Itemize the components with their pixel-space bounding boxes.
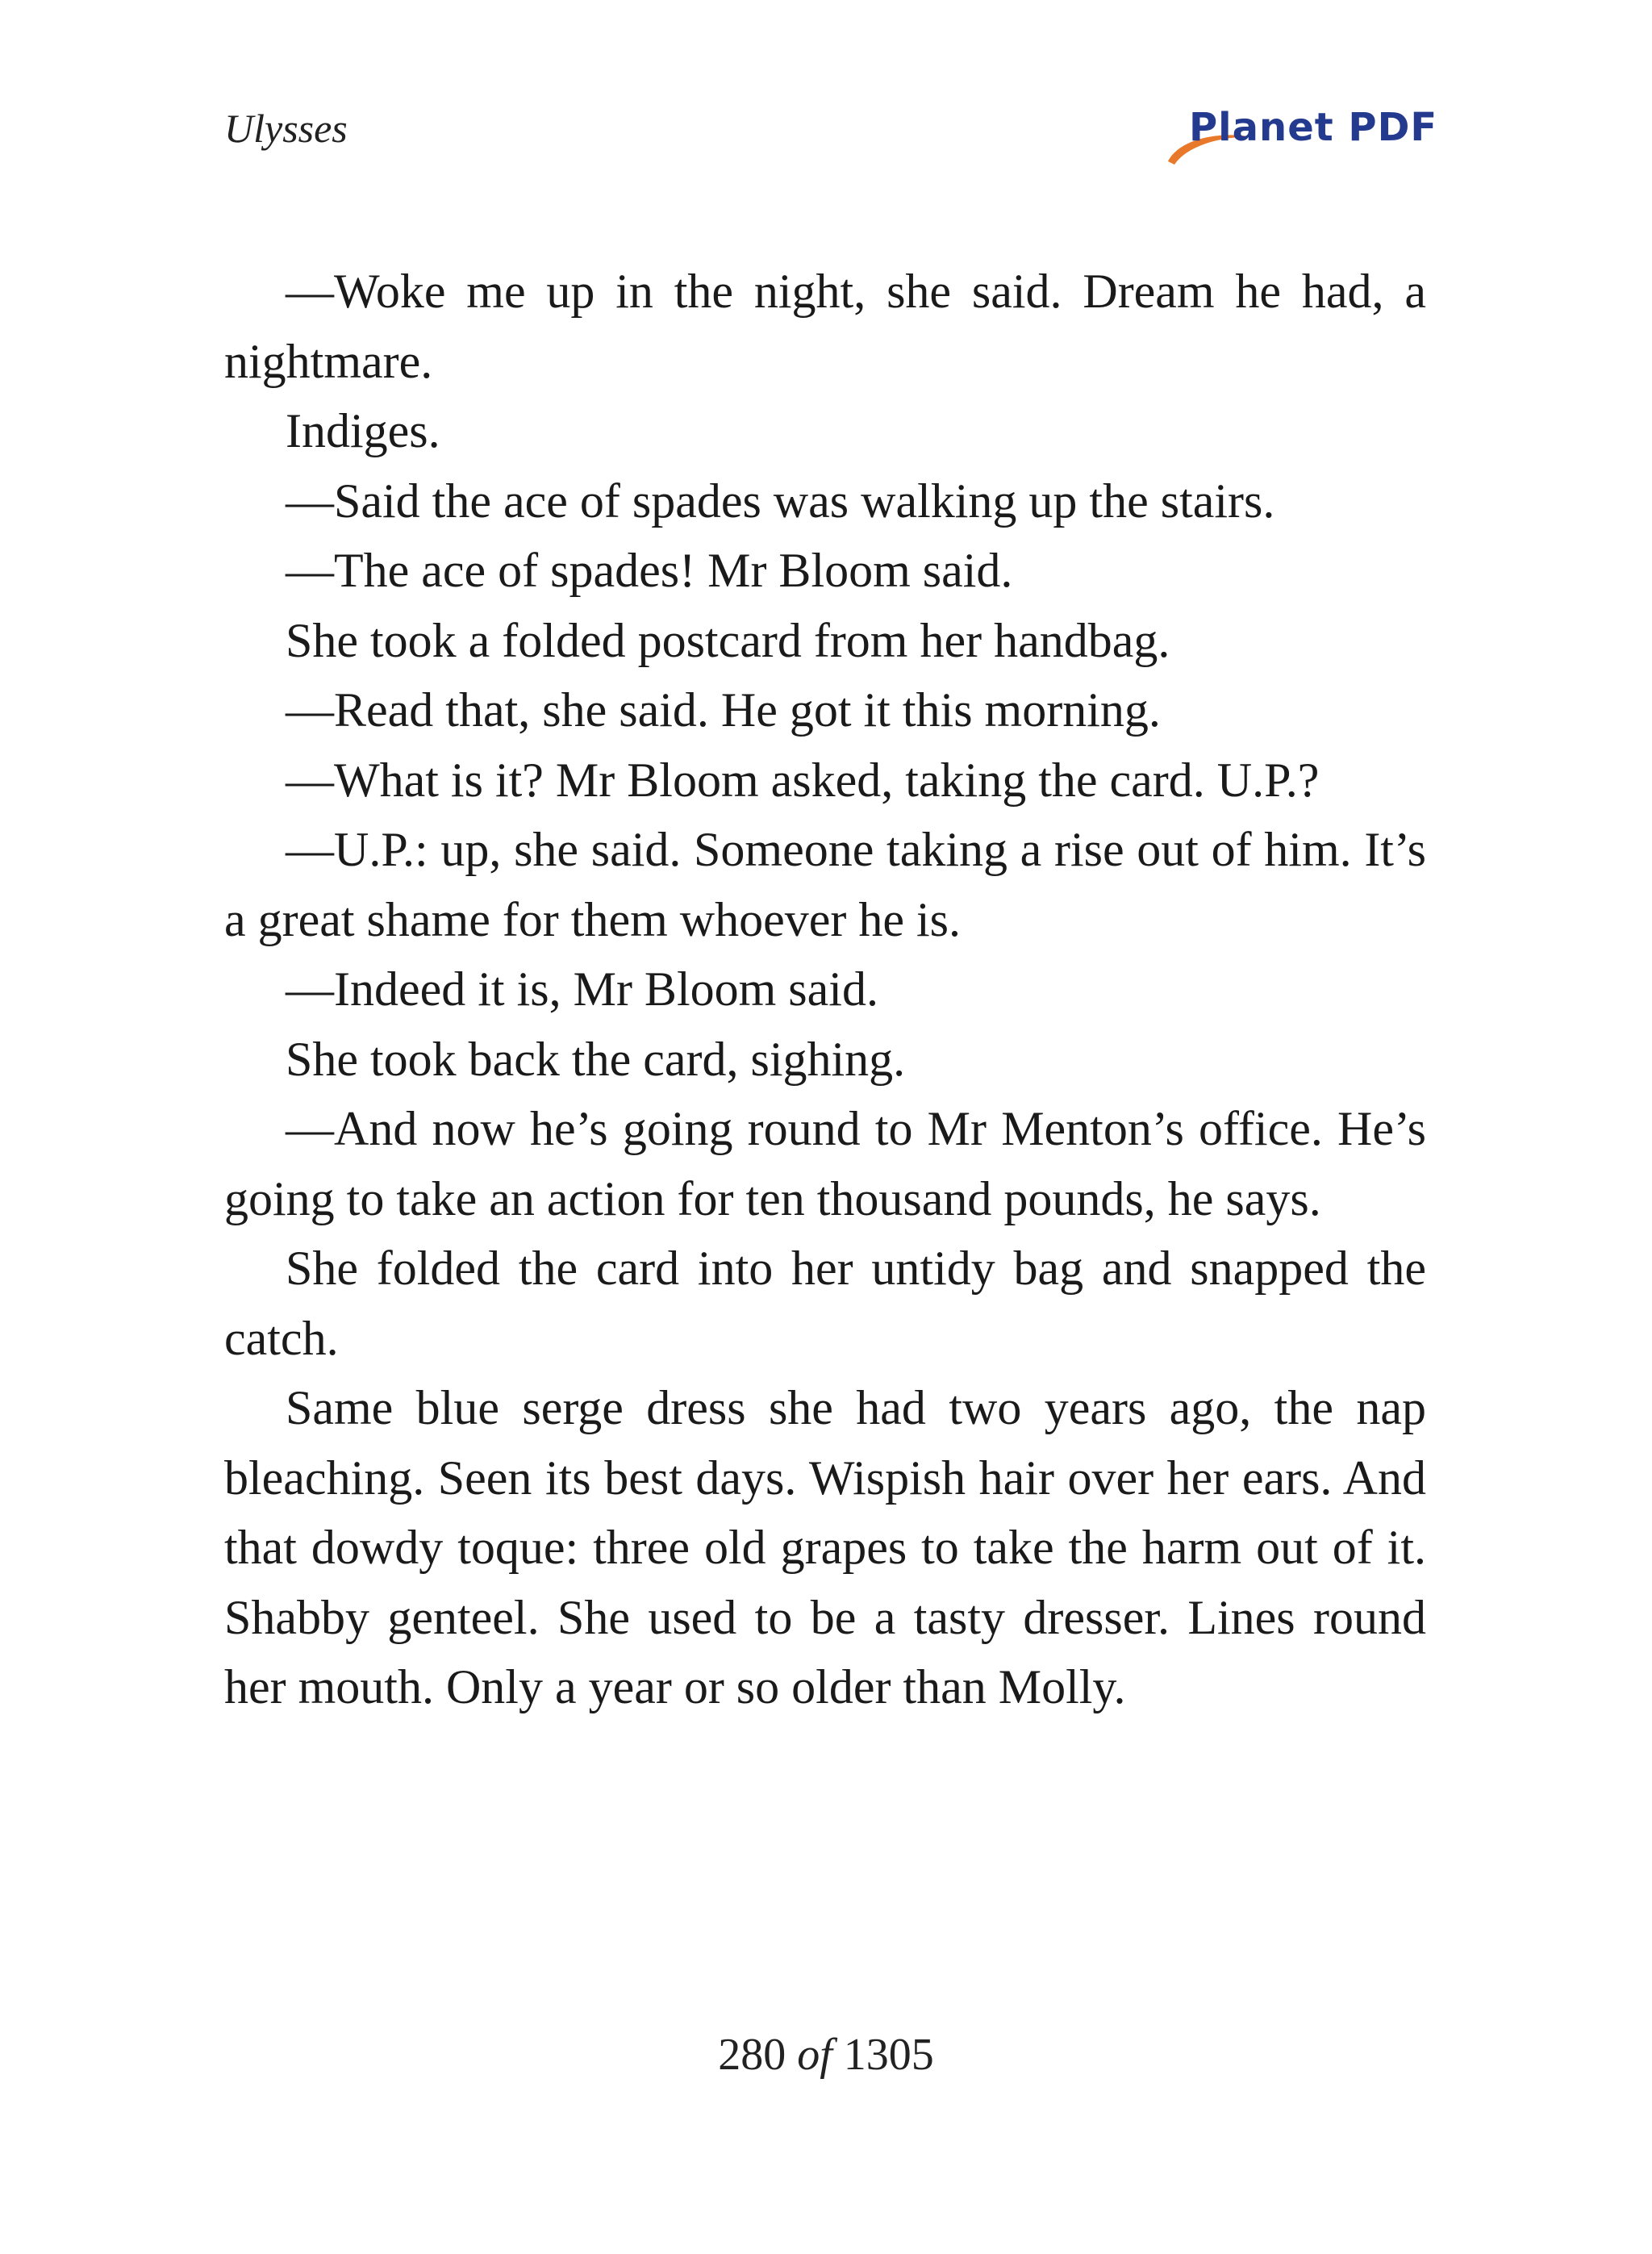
book-title: Ulysses [224,106,348,151]
logo-text: Planet PDF [1189,105,1438,150]
planet-pdf-logo[interactable] [1163,98,1438,171]
paragraph: —The ace of spades! Mr Bloom said. [286,544,1013,597]
paragraph: Indiges. [286,404,440,457]
total-pages: 1305 [843,2030,934,2080]
of-label: of [797,2030,832,2080]
paragraph: Same blue serge dress she had two years ago, the nap bleaching. Seen its best days. Wispish hair over her ears. And that dowdy toque: three old grapes to take the harm out of it. Shabby genteel. She used to be a tasty dresser. Lines round her mouth. Only a year or so older than Molly. [224,1381,1426,1713]
paragraph: —U.P.: up, she said. Someone taking a rise out of him. It’s a great shame for them whoever he is. [224,823,1426,946]
paragraph: She took back the card, sighing. [286,1032,906,1086]
paragraph: —Woke me up in the night, she said. Dream he had, a nightmare. [224,265,1426,388]
paragraph: —And now he’s going round to Mr Menton’s office. He’s going to take an action for ten thousand pounds, he says. [224,1102,1426,1225]
paragraph: —Read that, she said. He got it this morning. [286,683,1161,737]
page-number [0,2029,1652,2081]
paragraph: —What is it? Mr Bloom asked, taking the card. U.P.? [286,753,1320,807]
paragraph: —Indeed it is, Mr Bloom said. [286,962,878,1016]
paragraph: She folded the card into her untidy bag and snapped the catch. [224,1242,1426,1365]
current-page: 280 [718,2030,786,2080]
paragraph: She took a folded postcard from her handbag. [286,613,1170,667]
paragraph: —Said the ace of spades was walking up the stairs. [286,474,1275,528]
page-body [224,257,1426,1722]
